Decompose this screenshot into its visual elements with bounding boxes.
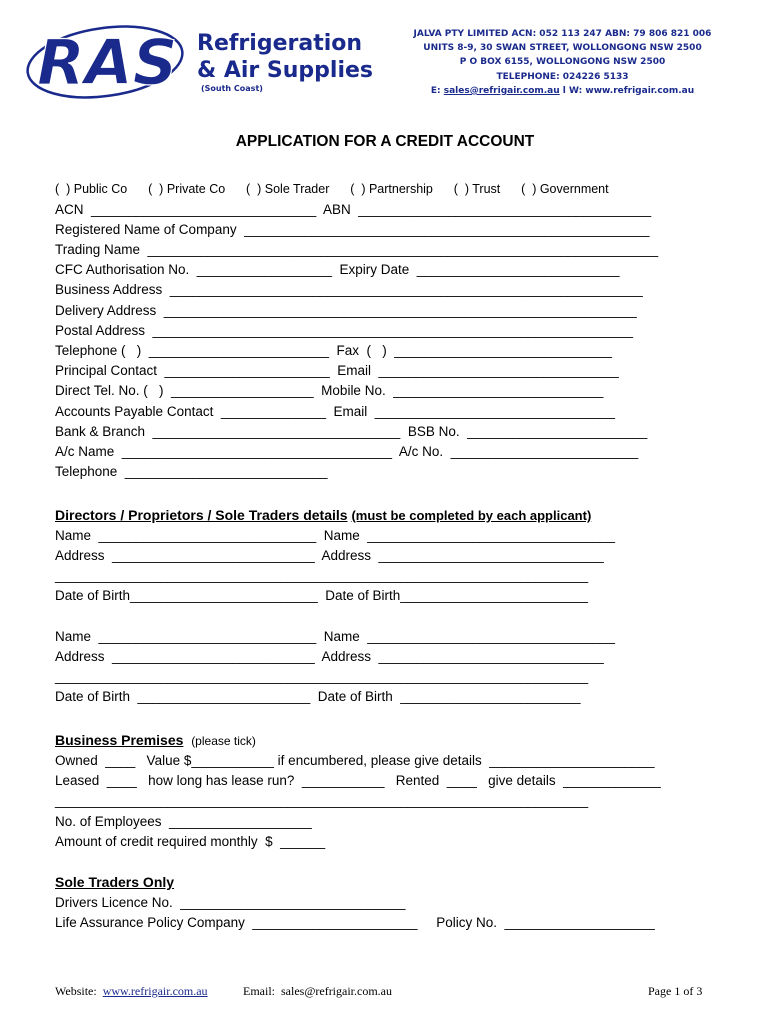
field-credit-required[interactable]: Amount of credit required monthly $ ______ xyxy=(55,834,326,849)
field-drivers-licence[interactable]: Drivers Licence No. ______________________________ xyxy=(55,895,406,910)
company-details xyxy=(405,27,720,98)
field-trading-name[interactable]: Trading Name ____________________________________________________________________ xyxy=(55,242,659,257)
field-business-address[interactable]: Business Address _______________________________________________________________ xyxy=(55,282,643,297)
header-line2: UNITS 8-9, 30 SWAN STREET, WOLLONGONG NSW 2500 xyxy=(423,43,702,54)
field-life-assurance[interactable]: Life Assurance Policy Company ______________________ Policy No. ____________________ xyxy=(55,915,655,930)
directors-heading: Directors / Proprietors / Sole Traders details (must be completed by each applicant) xyxy=(55,507,592,523)
premises-leased[interactable]: Leased ____ how long has lease run? ___________ Rented ____ give details _____________ xyxy=(55,773,661,788)
logo-mark: RAS xyxy=(37,26,178,99)
header-line4: TELEPHONE: 024226 5133 xyxy=(496,71,629,82)
page-number: Page 1 of 3 xyxy=(648,984,703,998)
director1-address-cont[interactable]: _______________________________________________________________________ xyxy=(55,568,589,583)
director2-address-cont[interactable]: _______________________________________________________________________ xyxy=(55,669,589,684)
header-web: l W: www.refrigair.com.au xyxy=(559,85,695,96)
sole-traders-heading: Sole Traders Only xyxy=(55,874,175,890)
premises-details-cont[interactable]: _______________________________________________________________________ xyxy=(55,793,589,808)
field-registered-name[interactable]: Registered Name of Company ______________________________________________________ xyxy=(55,222,650,237)
footer-website-link[interactable]: www.refrigair.com.au xyxy=(102,984,208,998)
logo-line2: & Air Supplies xyxy=(197,58,374,83)
footer-website: Website: www.refrigair.com.au xyxy=(55,984,208,998)
logo-line1: Refrigeration xyxy=(197,31,363,56)
header-email-link[interactable]: sales@refrigair.com.au xyxy=(443,85,560,96)
field-no-employees[interactable]: No. of Employees ___________________ xyxy=(55,814,312,829)
director2-dob[interactable]: Date of Birth _______________________ Date of Birth ________________________ xyxy=(55,689,581,704)
field-account-name-no[interactable]: A/c Name ____________________________________ A/c No. _________________________ xyxy=(55,444,639,459)
premises-note: (please tick) xyxy=(191,734,256,748)
page-title: APPLICATION FOR A CREDIT ACCOUNT xyxy=(235,133,535,150)
field-postal-address[interactable]: Postal Address ________________________________________________________________ xyxy=(55,323,634,338)
field-direct-tel-mobile[interactable]: Direct Tel. No. ( ) ___________________ Mobile No. ____________________________ xyxy=(55,383,604,398)
director1-dob[interactable]: Date of Birth_________________________ Date of Birth_________________________ xyxy=(55,588,588,603)
header-line3: P O BOX 6155, WOLLONGONG NSW 2500 xyxy=(459,57,666,68)
field-cfc-authorisation[interactable]: CFC Authorisation No. __________________ Expiry Date ___________________________ xyxy=(55,262,620,277)
footer-email: Email: sales@refrigair.com.au xyxy=(243,984,392,998)
director2-address[interactable]: Address ___________________________ Address ______________________________ xyxy=(55,649,604,664)
field-telephone-fax[interactable]: Telephone ( ) ________________________ Fax ( ) _____________________________ xyxy=(55,343,612,358)
logo-sub: (South Coast) xyxy=(201,84,263,93)
entity-type-options[interactable]: ( ) Public Co ( ) Private Co ( ) Sole Trader ( ) Partnership ( ) Trust ( ) Government xyxy=(55,182,609,196)
header-contact: E: sales@refrigair.com.au l W: www.refrigair.com.au xyxy=(430,85,695,96)
directors-note: (must be completed by each applicant) xyxy=(351,508,592,523)
header-line1: JALVA PTY LIMITED ACN: 052 113 247 ABN: 79 806 821 006 xyxy=(413,29,712,39)
director2-name[interactable]: Name _____________________________ Name _________________________________ xyxy=(55,629,616,644)
field-acn-abn[interactable]: ACN ______________________________ ABN _______________________________________ xyxy=(55,202,652,217)
field-bank-bsb[interactable]: Bank & Branch _________________________________ BSB No. ________________________ xyxy=(55,424,648,439)
company-logo xyxy=(25,22,385,100)
director1-address[interactable]: Address ___________________________ Address ______________________________ xyxy=(55,548,604,563)
premises-heading: Business Premises (please tick) xyxy=(55,732,256,748)
premises-owned[interactable]: Owned ____ Value $___________ if encumbered, please give details ______________________ xyxy=(55,753,655,768)
director1-name[interactable]: Name _____________________________ Name _________________________________ xyxy=(55,528,616,543)
field-delivery-address[interactable]: Delivery Address _______________________________________________________________ xyxy=(55,303,637,318)
field-bank-telephone[interactable]: Telephone ___________________________ xyxy=(55,464,328,479)
field-principal-contact[interactable]: Principal Contact ______________________ Email ________________________________ xyxy=(55,363,619,378)
field-accounts-payable[interactable]: Accounts Payable Contact ______________ Email ________________________________ xyxy=(55,404,615,419)
